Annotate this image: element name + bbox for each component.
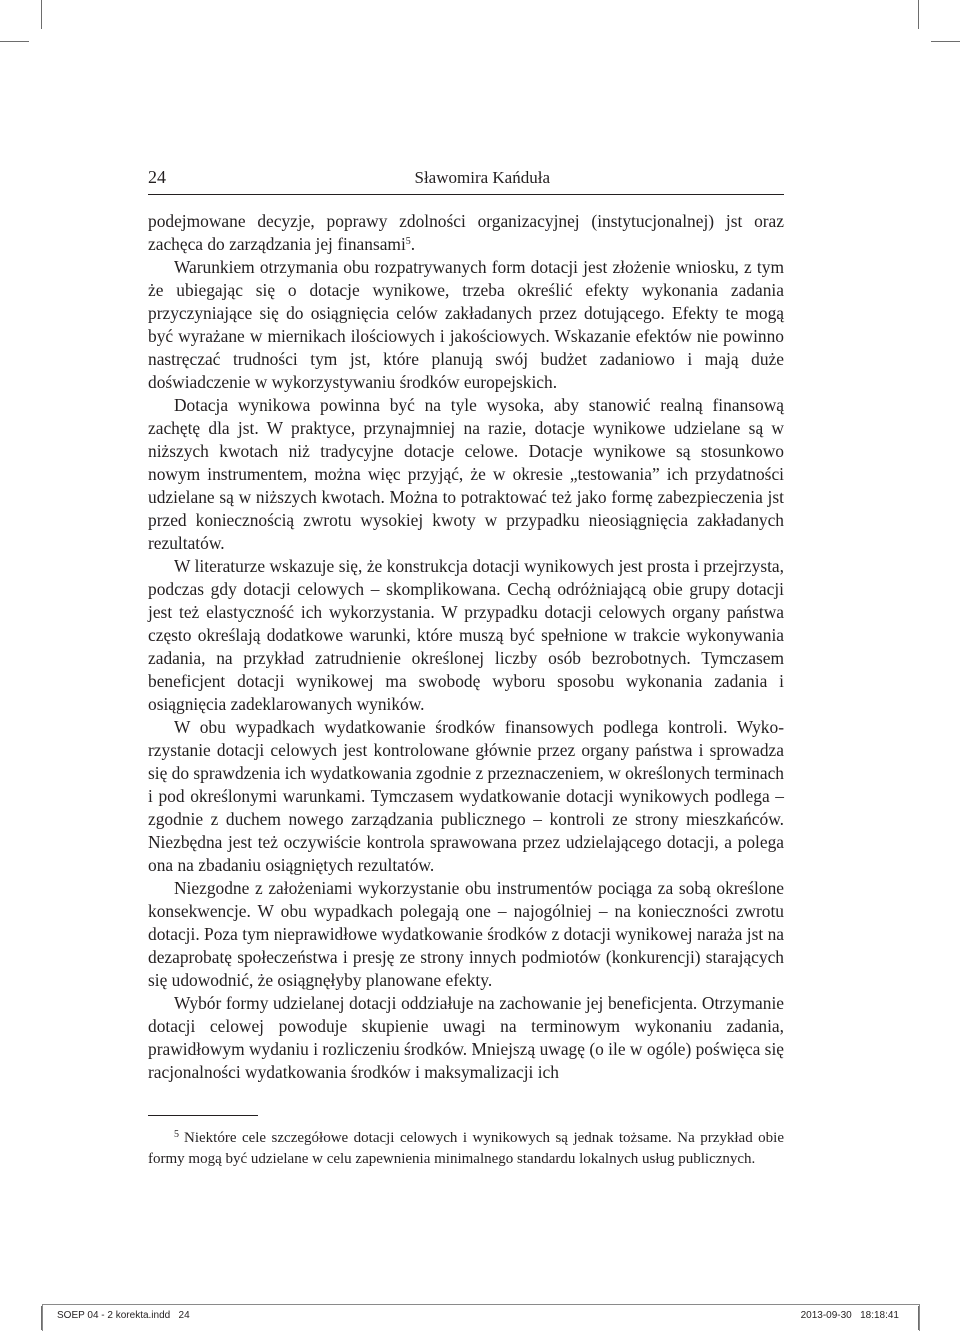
page-number: 24	[148, 167, 166, 187]
footnote-marker: 5	[174, 1129, 179, 1140]
paragraph: Wybór formy udzielanej dotacji oddziałuje na zachowanie jej beneficjenta. Otrzymanie dotacji celowej powoduje skupienie uwagi na terminowym wykonaniu zadania, prawidłowym wydaniu i rozliczeniu środków. Mniejszą uwagę (o ile w ogóle) poświęca się racjonalności wydatkowania środków i maksymalizacji ich	[148, 993, 784, 1082]
sentence-end: .	[410, 234, 416, 254]
running-head-author: Sławomira Kańduła	[414, 168, 550, 187]
print-slug	[42, 1304, 920, 1331]
paragraph: Niezgodne z założeniami wykorzystanie obu instrumentów pociąga za sobą określone konsekwencje. W obu wypadkach polegają one – najogólniej – na konieczności zwrotu dotacji. Poza tym nieprawidłowe wydatkowanie środków z dotacji wynikowej naraża jst na dezaprobatę społeczeństwa i presję ze strony innych podmiotów (konkurencji) starających się udowodnić, że osiągnęłyby planowane efekty.	[148, 878, 784, 990]
paragraph: W obu wypadkach wydatkowanie środków finansowych podlega kontroli. Wykorzystanie dotacji celowych jest kontrolowane głównie przez organy państwa i sprowadza się do sprawdzenia ich wydatkowania zgodnie z przeznaczeniem, w określonych terminach i pod określonymi warunkami. Tymczasem wydatkowanie dotacji wynikowych podlega – zgodnie z duchem nowego zarządzania publicznego – kontroli ze strony mieszkańców. Niezbędna jest też oczywiście kontrola sprawowana przez udzielającego dotacji, a polega ona na zbadaniu osiągniętych rezultatów.	[148, 717, 784, 875]
footnote-rule	[148, 1115, 258, 1116]
footnote-reference: 5	[405, 236, 411, 247]
paragraph: Warunkiem otrzymania obu rozpatrywanych form dotacji jest złożenie wniosku, z tym że ubiegając się o dotacje wynikowe, trzeba określić efekty wykonania zadania przyczyniające się do osiągnięcia celów zakładanych przez dotującego. Efekty te mogą być wyrażane w miernikach ilościowych i jakościowych. Wskazanie efektów nie powinno nastręczać trudności tym jst, które planują swój budżet zadaniowo i mają duże doświadczenie w wykorzystywaniu środków europejskich.	[148, 257, 784, 392]
paragraph-text: podejmowane decyzje, poprawy zdolności organizacyjnej (instytucjonalnej) jst oraz zachęca do zarządzania jej finansami	[148, 211, 784, 254]
body-text	[148, 210, 784, 1084]
paragraph	[148, 210, 784, 256]
crop-mark	[41, 0, 42, 29]
slug-timestamp: 2013-09-30 18:18:41	[800, 1310, 899, 1321]
slug-file: SOEP 04 - 2 korekta.indd 24	[57, 1310, 190, 1321]
crop-mark	[0, 41, 29, 42]
paragraph: Dotacja wynikowa powinna być na tyle wysoka, aby stanowić realną finansową zachętę dla jst. W praktyce, przynajmniej na razie, dotacje wynikowe udzielane są w niższych kwotach niż tradycyjne dotacje celowe. Dotacje wynikowe są stosunkowo nowym instrumentem, można więc przyjąć, że w okresie „testowania” ich przydatności udzielane są w niższych kwotach. Można to potraktować też jako formę zabezpieczenia jst przed koniecznością zwrotu wysokiej kwoty w przypadku nieosiągnięcia zakładanych rezultatów.	[148, 395, 784, 553]
paragraph: W literaturze wskazuje się, że konstrukcja dotacji wynikowych jest prosta i przejrzysta, podczas gdy dotacji celowych – skomplikowana. Cechą odróżniającą obie grupy dotacji jest też elastyczność ich wykorzystania. W przypadku dotacji celowych organy państwa często określają dodatkowe warunki, które muszą być spełnione w trakcie wykonywania zadania, na przykład zatrudnienie określonej liczby osób bezrobotnych. Tymczasem beneficjent dotacji wynikowej ma swobodę wyboru sposobu wykonania zadania i osiągnięcia zadeklarowanych wyników.	[148, 556, 784, 714]
crop-mark	[918, 0, 919, 29]
footnote	[148, 1124, 784, 1170]
running-header	[148, 164, 784, 195]
footnote-text: Niektóre cele szczegółowe dotacji celowych i wynikowych są jednak tożsame. Na przykład obie formy mogą być udzielane w celu zapewnienia minimalnego standardu lokalnych usług publicznych.	[148, 1130, 784, 1167]
crop-mark	[931, 41, 960, 42]
